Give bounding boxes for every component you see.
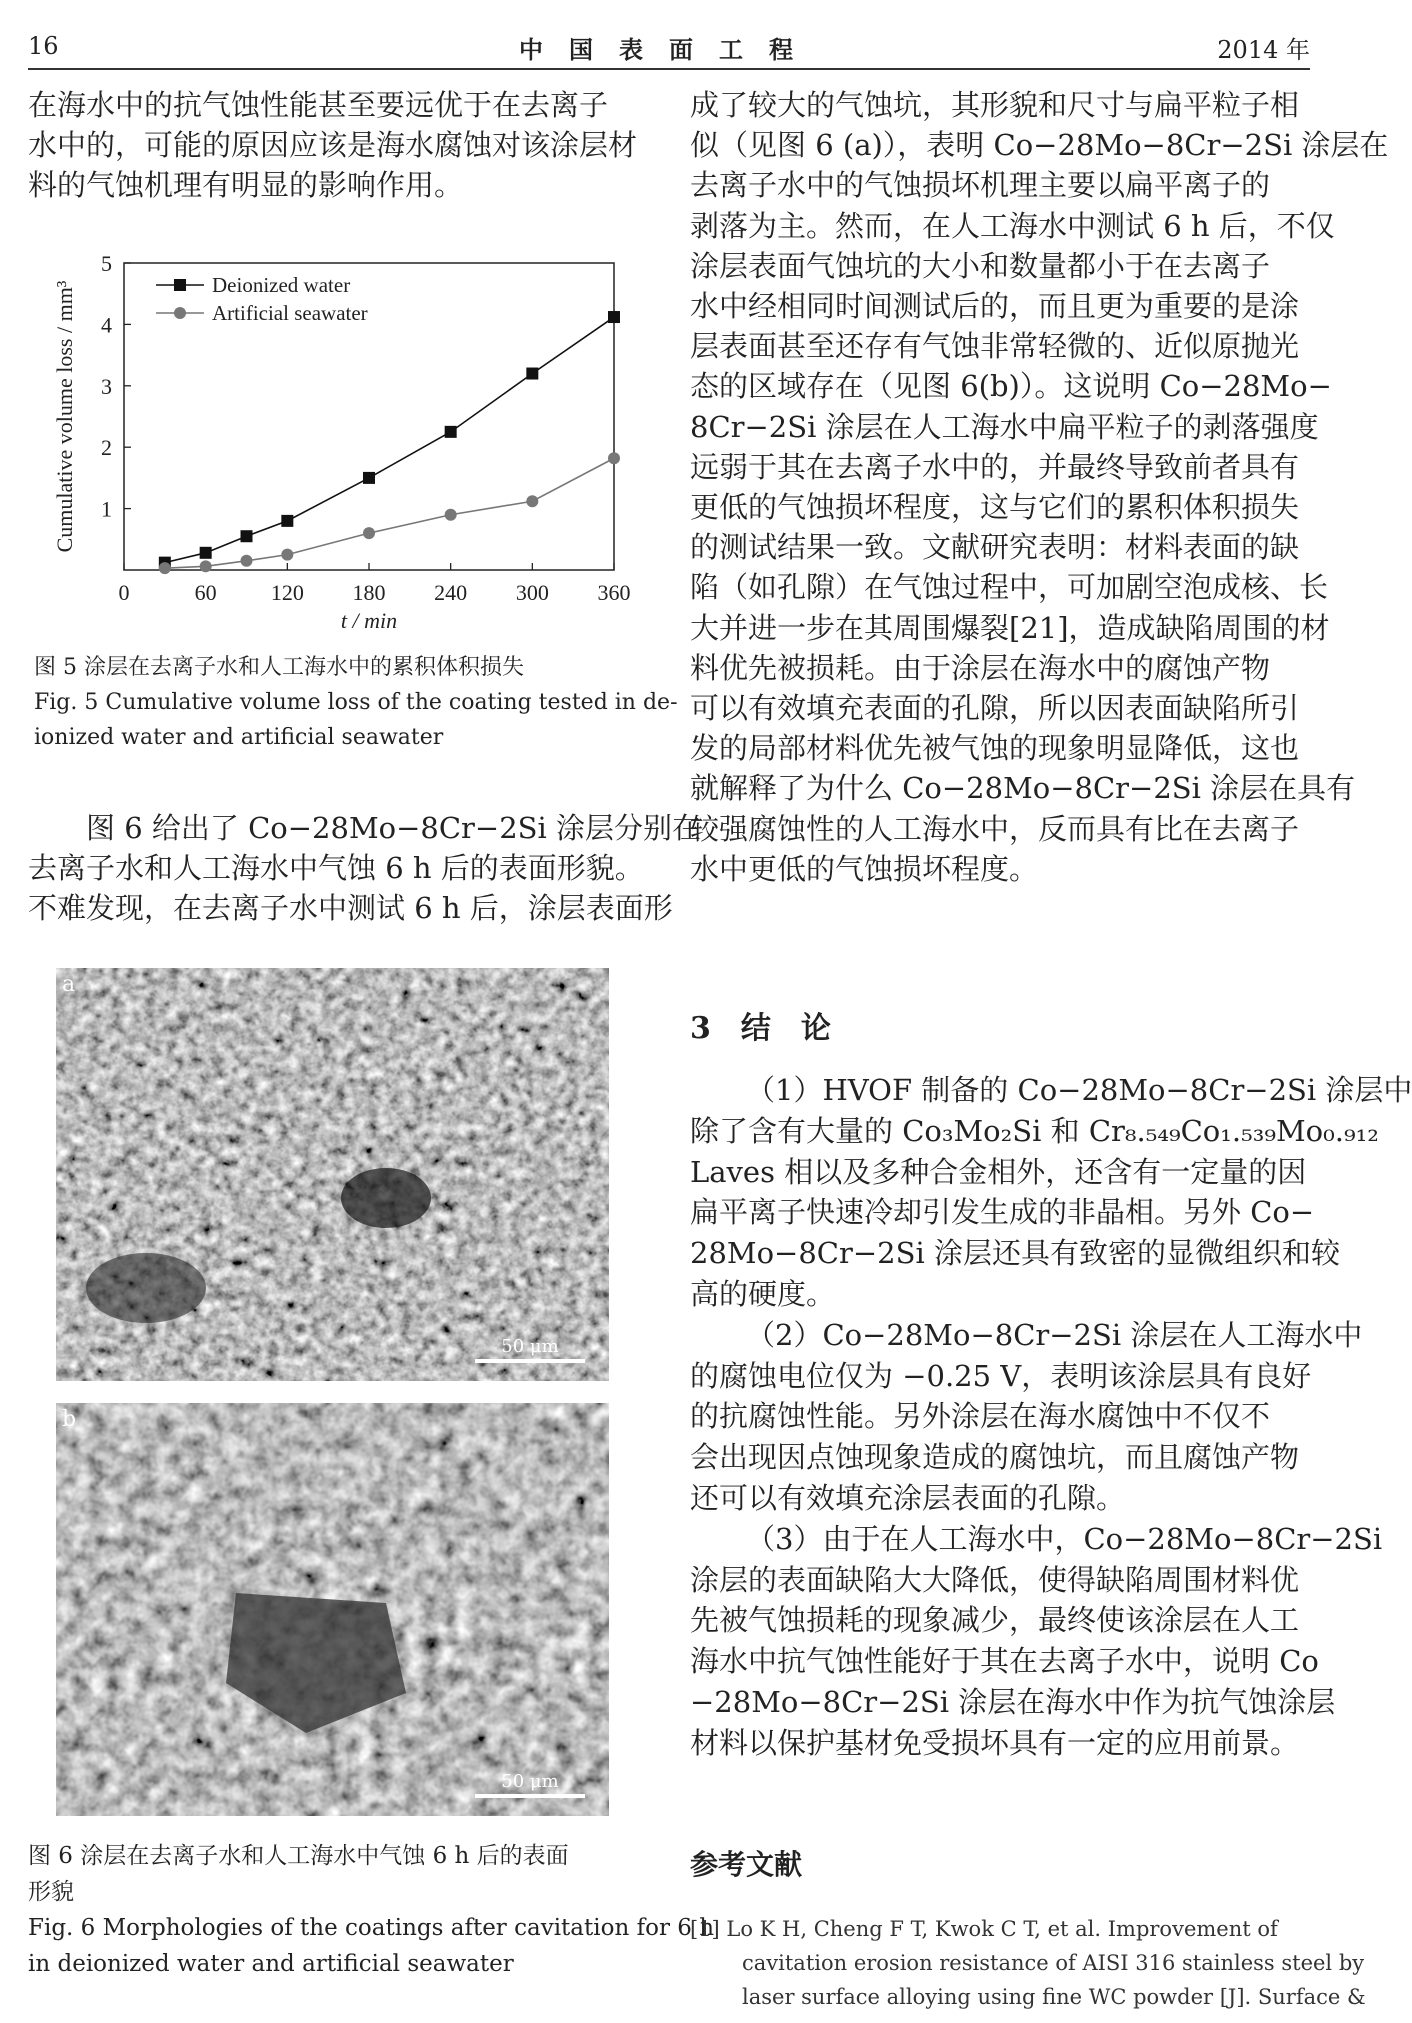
text-line: 料的气蚀机理有明显的影响作用。: [28, 168, 464, 202]
legend-label: Artificial seawater: [212, 301, 368, 325]
caption-cn: 图 5 涂层在去离子水和人工海水中的累积体积损失: [34, 655, 524, 680]
text-line: 水中的，可能的原因应该是海水腐蚀对该涂层材: [28, 128, 638, 162]
data-point: [363, 527, 375, 539]
text-line: 涂层表面气蚀坑的大小和数量都小于在去离子: [690, 248, 1271, 283]
reference-line: [1] Lo K H, Cheng F T, Kwok C T, et al. Improvement of: [690, 1917, 1278, 1941]
text-line: 去离子水和人工海水中气蚀 6 h 后的表面形貌。: [28, 851, 644, 885]
text-line: 不难发现，在去离子水中测试 6 h 后，涂层表面形: [28, 891, 673, 925]
data-point: [241, 555, 253, 567]
text-line: 更低的气蚀损坏程度，这与它们的累积体积损失: [690, 490, 1300, 525]
y-tick-label: 2: [101, 435, 112, 461]
text-line: 似（见图 6 (a)），表明 Co−28Mo−8Cr−2Si 涂层在: [690, 128, 1389, 163]
x-tick-label: 180: [352, 580, 386, 605]
x-axis-label: t / min: [340, 608, 398, 633]
text-line: 的抗腐蚀性能。另外涂层在海水腐蚀中不仅不: [690, 1399, 1271, 1434]
data-point: [608, 311, 620, 323]
data-point: [200, 547, 212, 559]
text-line: 料优先被损耗。由于涂层在海水中的腐蚀产物: [690, 650, 1271, 685]
caption-cn-line: 图 6 涂层在去离子水和人工海水中气蚀 6 h 后的表面: [28, 1843, 569, 1869]
text-line: 在海水中的抗气蚀性能甚至要远优于在去离子: [28, 88, 609, 122]
text-line: 水中更低的气蚀损坏程度。: [690, 851, 1039, 886]
x-tick-label: 60: [194, 580, 217, 605]
text-line: 材料以保护基材免受损坏具有一定的应用前景。: [690, 1725, 1300, 1760]
plot-frame: [124, 263, 614, 570]
caption-en-line: Fig. 6 Morphologies of the coatings after cavitation for 6 h: [28, 1915, 715, 1941]
legend-label: Deionized water: [212, 273, 351, 297]
data-point: [241, 530, 253, 542]
x-tick-label: 120: [270, 580, 304, 605]
text-line: 去离子水中的气蚀损坏机理主要以扁平离子的: [690, 168, 1271, 203]
journal-year: 2014 年: [1217, 36, 1310, 64]
reference-line: cavitation erosion resistance of AISI 316 stainless steel by: [742, 1951, 1365, 1975]
y-tick-label: 5: [101, 251, 112, 276]
text-line: 先被气蚀损耗的现象减少，最终使该涂层在人工: [690, 1603, 1300, 1638]
text-line: 较强腐蚀性的人工海水中，反而具有比在去离子: [690, 811, 1300, 846]
data-point: [526, 368, 538, 380]
caption-cn-line: 形貌: [28, 1879, 74, 1905]
reference-line: laser surface alloying using fine WC powder [J]. Surface &: [742, 1985, 1366, 2009]
figure-5-caption: [34, 650, 678, 755]
sem-micrograph-b: [56, 1403, 609, 1816]
text-line: （2）Co−28Mo−8Cr−2Si 涂层在人工海水中: [746, 1317, 1363, 1352]
left-mid-paragraph: [28, 808, 702, 928]
text-line: 会出现因点蚀现象造成的腐蚀坑，而且腐蚀产物: [690, 1440, 1300, 1475]
text-line: 陷（如孔隙）在气蚀过程中，可加剧空泡成核、长: [690, 570, 1329, 605]
legend-marker: [174, 279, 186, 291]
text-line: 发的局部材料优先被气蚀的现象明显降低，这也: [690, 731, 1300, 766]
x-tick-label: 300: [515, 580, 549, 605]
sem-texture-b: [56, 1403, 609, 1816]
scale-bar-a: [475, 1336, 585, 1363]
data-point: [363, 472, 375, 484]
series-line-1: [165, 317, 614, 563]
data-point: [445, 426, 457, 438]
scale-label: 50 μm: [501, 1336, 559, 1357]
sem-micrograph-a: [56, 968, 609, 1381]
text-line: 的测试结果一致。文献研究表明：材料表面的缺: [690, 530, 1300, 565]
text-line: 态的区域存在（见图 6(b)）。这说明 Co−28Mo−: [690, 369, 1332, 404]
journal-title: 中国表面工程: [519, 35, 819, 64]
panel-label-b: b: [62, 1407, 77, 1432]
text-line: 剥落为主。然而，在人工海水中测试 6 h 后，不仅: [690, 208, 1335, 243]
text-line: （3）由于在人工海水中，Co−28Mo−8Cr−2Si: [746, 1521, 1383, 1556]
y-tick-label: 3: [101, 373, 112, 399]
text-line: （1）HVOF 制备的 Co−28Mo−8Cr−2Si 涂层中: [746, 1073, 1412, 1107]
scale-line: [475, 1359, 585, 1363]
text-line: 高的硬度。: [690, 1276, 836, 1311]
y-axis-label: Cumulative volume loss / mm³: [52, 280, 77, 553]
data-point: [281, 549, 293, 561]
conclusions: [690, 1070, 1412, 1764]
scale-line: [475, 1794, 585, 1798]
x-tick-label: 0: [118, 580, 130, 605]
text-line: 还可以有效填充涂层表面的孔隙。: [690, 1480, 1126, 1515]
x-tick-label: 360: [597, 580, 631, 605]
data-point: [159, 562, 171, 574]
text-line: 层表面甚至还存有气蚀非常轻微的、近似原抛光: [690, 329, 1300, 364]
text-line: 的腐蚀电位仅为 −0.25 V，表明该涂层具有良好: [690, 1358, 1312, 1393]
page-number: 16: [28, 32, 59, 60]
series-line-2: [165, 458, 614, 568]
reference-1: [690, 1912, 1366, 2014]
text-line: 28Mo−8Cr−2Si 涂层还具有致密的显微组织和较: [690, 1236, 1340, 1271]
text-line: 成了较大的气蚀坑，其形貌和尺寸与扁平粒子相: [690, 88, 1300, 122]
page-header: [28, 28, 1310, 70]
y-tick-label: 4: [101, 312, 112, 338]
caption-en-line: ionized water and artificial seawater: [34, 725, 444, 750]
right-paragraph: [690, 85, 1389, 889]
text-line: −28Mo−8Cr−2Si 涂层在海水中作为抗气蚀涂层: [690, 1684, 1336, 1719]
text-line: 大并进一步在其周围爆裂[21]，造成缺陷周围的材: [690, 610, 1330, 645]
text-line: 除了含有大量的 Co₃Mo₂Si 和 Cr₈.₅₄₉Co₁.₅₃₉Mo₀.₉₁₂: [690, 1113, 1379, 1148]
sem-texture-a: [56, 968, 609, 1381]
text-line: 海水中抗气蚀性能好于其在去离子水中，说明 Co: [690, 1644, 1319, 1679]
figure-5-line-chart: [36, 235, 636, 633]
text-line: 涂层的表面缺陷大大降低，使得缺陷周围材料优: [690, 1562, 1300, 1597]
text-line: 远弱于其在去离子水中的，并最终导致前者具有: [690, 449, 1300, 484]
text-line: 扁平离子快速冷却引发生成的非晶相。另外 Co−: [690, 1195, 1315, 1230]
text-line: 就解释了为什么 Co−28Mo−8Cr−2Si 涂层在具有: [690, 771, 1356, 806]
caption-en-line: Fig. 5 Cumulative volume loss of the coating tested in de-: [34, 690, 678, 715]
y-tick-label: 1: [101, 496, 112, 522]
text-line: 图 6 给出了 Co−28Mo−8Cr−2Si 涂层分别在: [86, 811, 702, 845]
figure-6-caption: [28, 1838, 715, 1982]
scale-label: 50 μm: [501, 1771, 559, 1792]
data-point: [445, 509, 457, 521]
legend-marker: [174, 307, 186, 319]
scale-bar-b: [475, 1771, 585, 1798]
left-top-paragraph: [28, 85, 638, 205]
data-point: [281, 515, 293, 527]
panel-label-a: a: [62, 972, 76, 997]
text-line: Laves 相以及多种合金相外，还含有一定量的因: [690, 1154, 1307, 1189]
x-tick-label: 240: [434, 580, 468, 605]
references-heading: 参考文献: [690, 1848, 803, 1881]
text-line: 8Cr−2Si 涂层在人工海水中扁平粒子的剥落强度: [690, 409, 1319, 444]
caption-en-line: in deionized water and artificial seawater: [28, 1951, 514, 1977]
text-line: 水中经相同时间测试后的，而且更为重要的是涂: [690, 289, 1300, 324]
data-point: [526, 495, 538, 507]
data-point: [608, 452, 620, 464]
text-line: 可以有效填充表面的孔隙，所以因表面缺陷所引: [690, 691, 1300, 726]
section-3-heading: 3 结 论: [690, 1011, 831, 1046]
data-point: [200, 560, 212, 572]
